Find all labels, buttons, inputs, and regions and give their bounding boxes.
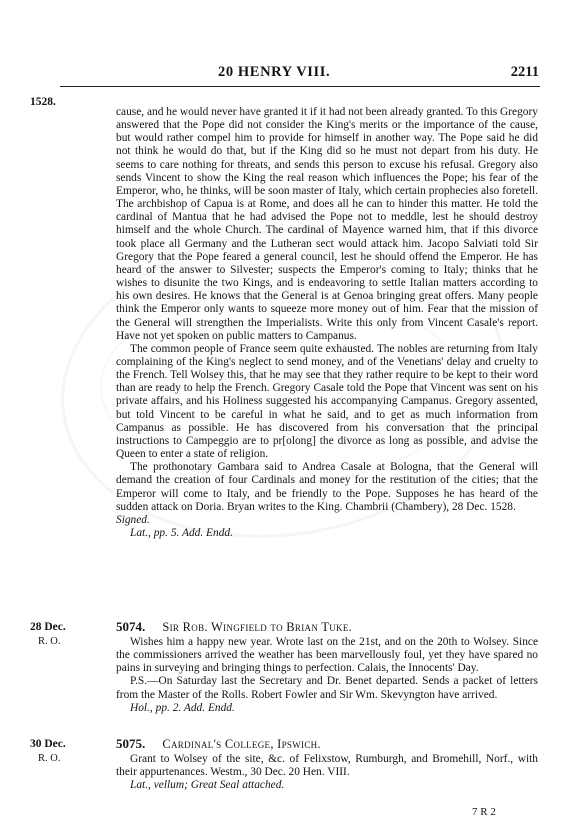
paragraph: The prothonotary Gambara said to Andrea Casale at Bologna, that the General will demand the creation of four Cardinals and money for the restitution of the cities; that the Emperor will come to Italy, and be friendly to the Pope. Supposes he has heard of the sudden attack on Doria. Bryan writes to the King. Chambrii (Chambery), 28 Dec. 1528. xyxy=(116,461,538,513)
header-rule xyxy=(60,86,540,87)
entry-title: Sir Rob. Wingfield to Brian Tuke. xyxy=(162,620,353,634)
entry-5074-date: 28 Dec. xyxy=(30,621,66,633)
entry-5075-heading xyxy=(116,736,546,752)
page-number: 2211 xyxy=(510,64,539,80)
paragraph: P.S.—On Saturday last the Secretary and Dr. Benet departed. Sends a packet of letters from the Master of the Rolls. Robert Fowler and Sir Wm. Skevyngton have arrived. xyxy=(116,675,538,701)
document-description: Lat., pp. 5. Add. Endd. xyxy=(130,527,233,539)
paragraph: Grant to Wolsey of the site, &c. of Felixstow, Rumburgh, and Bromehill, Norf., with their appurtenances. Westm., 30 Dec. 20 Hen. VIII. xyxy=(116,753,538,779)
signature-mark: 7 R 2 xyxy=(472,806,496,818)
entry-5075-body xyxy=(116,753,538,792)
entry-5074-source: R. O. xyxy=(38,636,61,647)
continuation-text xyxy=(116,106,538,540)
margin-year: 1528. xyxy=(30,96,56,108)
entry-5074-body xyxy=(116,636,538,715)
entry-5075-date: 30 Dec. xyxy=(30,738,66,750)
paragraph: The common people of France seem quite exhausted. The nobles are returning from Italy complaining of the King's neglect to send money, and of the Venetians' delay and cruelty to the French. Tell Wolsey this, that he may see that they rather require to be kept to their word than are ready to help the French. Gregory Casale told the Pope that Vincent was sent on his private affairs, and his Holiness suggested his accompanying Campanus. Gregory assented, but told Vincent to be careful in what he said, and to get as much information from Campanus as possible. He has discovered from his conversation that the principal instructions to Campeggio are to pr[olong] the divorce as long as possible, and advise the Queen to enter a state of religion. xyxy=(116,342,538,461)
running-head xyxy=(0,64,567,84)
entry-5075-source: R. O. xyxy=(38,753,61,764)
entry-5074-heading xyxy=(116,619,546,635)
paragraph: cause, and he would never have granted it if it had not been already granted. To this Gregory answered that the Pope did not consider the King's merits or the importance of the cause, but would rather compel him to provide for himself in another way. The Pope said he did not think he would do that, but if the King did so he must not depart from his duty. He seems to care nothing for threats, and sends this person to excuse his refusal. Gregory also sends Vincent to show the King the real reason which influences the Pope; his fear of the Emperor, who, he thinks, will be soon master of Italy, which certain prophecies also foretell. The archbishop of Capua is at Rome, and does all he can to hinder this matter. He told the cardinal of Mantua that he had advised the Pope not to meddle, lest he should destroy himself and the whole Church. The cardinal of Mayence warned him, that if this divorce took place all Germany and the Lutheran sect would attack him. Jacopo Salviati told Sir Gregory that the Pope feared a general council, lest he should offend the Emperor. He has heard of the answer to Silvester; suspects the Emperor's coming to Italy; thinks that he wishes to disunite the two Kings, and is endeavoring to settle Italian matters according to his own desires. He knows that the General is at Genoa bringing great offers. Many people think the Emperor only wants to squeeze more money out of him. Fear that the mission of the General will strengthen the Imperialists. Write this only from Vincent Casale's report. Have not yet spoken on public matters to Campanus. xyxy=(116,106,538,342)
entry-title: Cardinal's College, Ipswich. xyxy=(162,737,321,751)
entry-number: 5074. xyxy=(116,619,146,634)
document-description: Hol., pp. 2. Add. Endd. xyxy=(130,701,235,714)
header-title: 20 HENRY VIII. xyxy=(218,64,331,80)
paragraph: Wishes him a happy new year. Wrote last on the 21st, and on the 20th to Wolsey. Since the commissioners arrived the weather has been marvellously foul, yet they have spared no pains in surveying and bringing things to perfection. Calais, the Innocents' Day. xyxy=(116,636,538,675)
signed-note: Signed. xyxy=(116,513,150,526)
entry-number: 5075. xyxy=(116,736,146,751)
document-description: Lat., vellum; Great Seal attached. xyxy=(130,779,285,792)
